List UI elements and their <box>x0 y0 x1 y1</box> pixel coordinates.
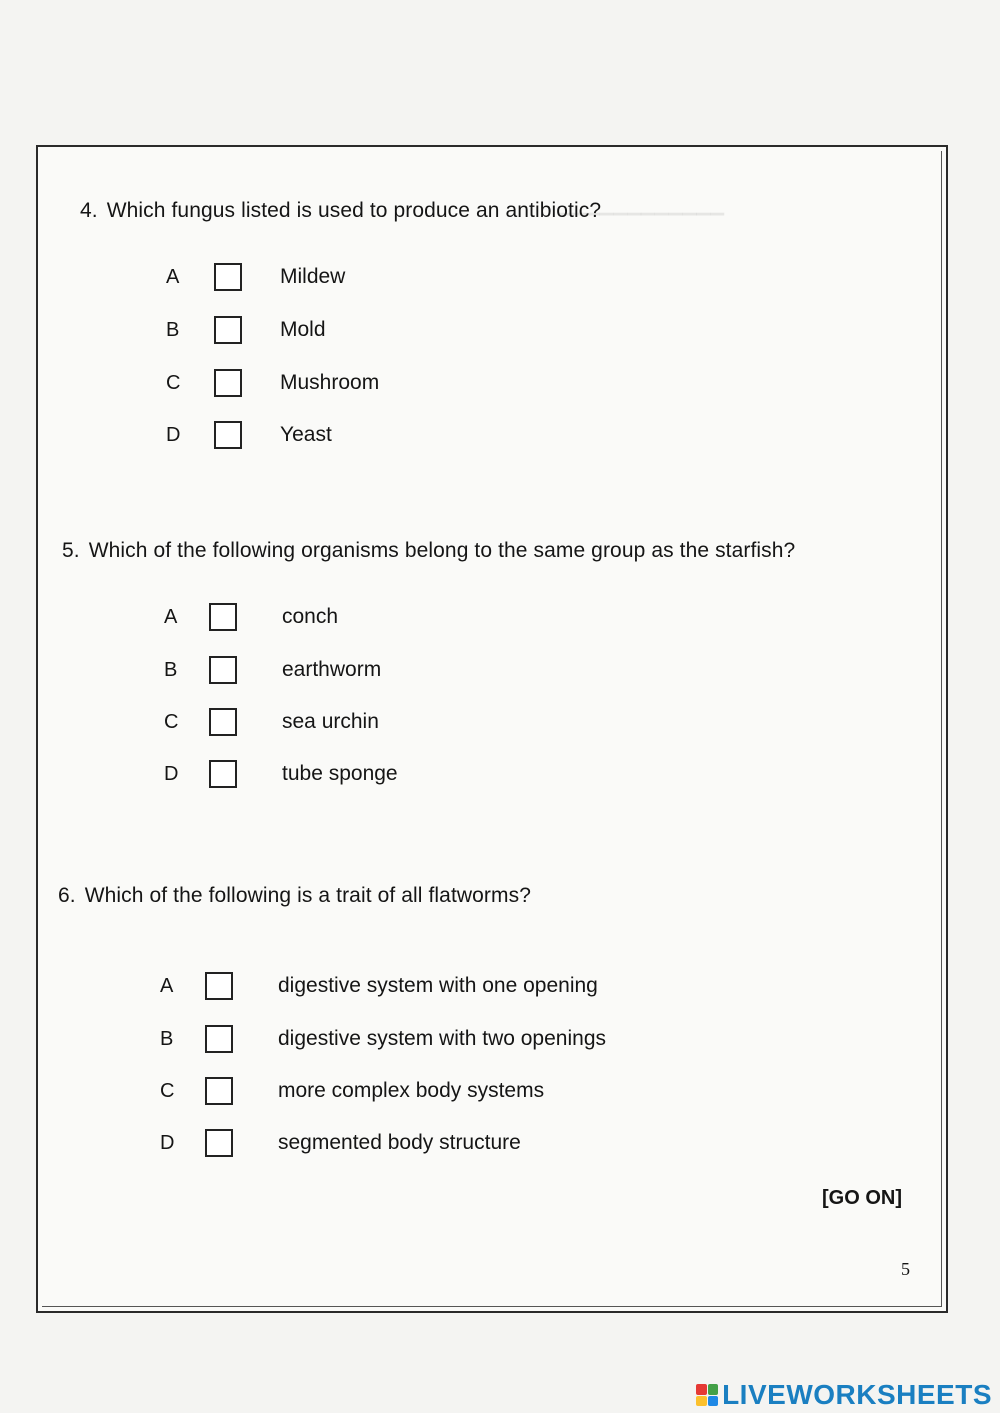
option-letter: B <box>164 658 178 681</box>
question-5-option-b[interactable] <box>164 654 764 686</box>
answer-checkbox[interactable] <box>214 263 242 291</box>
option-letter: A <box>160 974 174 997</box>
brand-name: LIVEWORKSHEETS <box>722 1379 992 1410</box>
question-4-option-c[interactable] <box>166 367 766 399</box>
answer-checkbox[interactable] <box>209 656 237 684</box>
option-text: Mushroom <box>280 371 380 394</box>
question-4 <box>80 199 601 223</box>
option-text: Mildew <box>280 265 346 288</box>
worksheet-page <box>36 145 948 1313</box>
question-4-option-d[interactable] <box>166 419 766 451</box>
option-letter: A <box>166 265 180 288</box>
question-4-option-b[interactable] <box>166 314 766 346</box>
question-6 <box>58 884 531 908</box>
option-letter: C <box>164 710 179 733</box>
question-6-option-a[interactable] <box>160 970 800 1002</box>
question-5-option-c[interactable] <box>164 706 764 738</box>
option-text: Yeast <box>280 423 332 446</box>
answer-checkbox[interactable] <box>205 972 233 1000</box>
question-text: Which of the following organisms belong to the same group as the starfish? <box>88 539 796 562</box>
option-letter: D <box>166 423 181 446</box>
answer-checkbox[interactable] <box>214 369 242 397</box>
option-letter: C <box>160 1079 175 1102</box>
option-text: digestive system with one opening <box>278 974 598 997</box>
option-letter: C <box>166 371 181 394</box>
answer-checkbox[interactable] <box>214 316 242 344</box>
answer-checkbox[interactable] <box>205 1129 233 1157</box>
option-letter: A <box>164 605 178 628</box>
question-5-option-d[interactable] <box>164 758 764 790</box>
option-text: tube sponge <box>282 762 398 785</box>
option-text: conch <box>282 605 339 628</box>
option-text: segmented body structure <box>278 1131 521 1154</box>
answer-checkbox[interactable] <box>205 1077 233 1105</box>
question-6-option-c[interactable] <box>160 1075 800 1107</box>
option-text: Mold <box>280 318 326 341</box>
liveworksheets-logo-icon <box>696 1384 718 1406</box>
answer-checkbox[interactable] <box>209 708 237 736</box>
option-text: digestive system with two openings <box>278 1027 606 1050</box>
question-text: Which of the following is a trait of all flatworms? <box>84 884 531 907</box>
option-letter: D <box>164 762 179 785</box>
question-number: 4. <box>80 199 98 222</box>
go-on-label: [GO ON] <box>822 1187 902 1209</box>
answer-checkbox[interactable] <box>209 760 237 788</box>
question-number: 5. <box>62 539 80 562</box>
bleed-through-decoration: ▁▁▁▁▁▁▁▁▁▁▁▁ <box>558 195 725 215</box>
option-text: sea urchin <box>282 710 379 733</box>
question-4-option-a[interactable] <box>166 261 766 293</box>
question-5 <box>62 539 795 563</box>
option-letter: B <box>160 1027 174 1050</box>
answer-checkbox[interactable] <box>205 1025 233 1053</box>
answer-checkbox[interactable] <box>214 421 242 449</box>
question-number: 6. <box>58 884 76 907</box>
question-text: Which fungus listed is used to produce an antibiotic? <box>106 199 602 222</box>
question-6-option-b[interactable] <box>160 1023 800 1055</box>
option-text: more complex body systems <box>278 1079 545 1102</box>
option-letter: D <box>160 1131 175 1154</box>
option-letter: B <box>166 318 180 341</box>
page-number: 5 <box>901 1259 910 1279</box>
option-text: earthworm <box>282 658 382 681</box>
question-6-option-d[interactable] <box>160 1127 800 1159</box>
question-5-option-a[interactable] <box>164 601 764 633</box>
liveworksheets-brand <box>696 1381 992 1409</box>
answer-checkbox[interactable] <box>209 603 237 631</box>
